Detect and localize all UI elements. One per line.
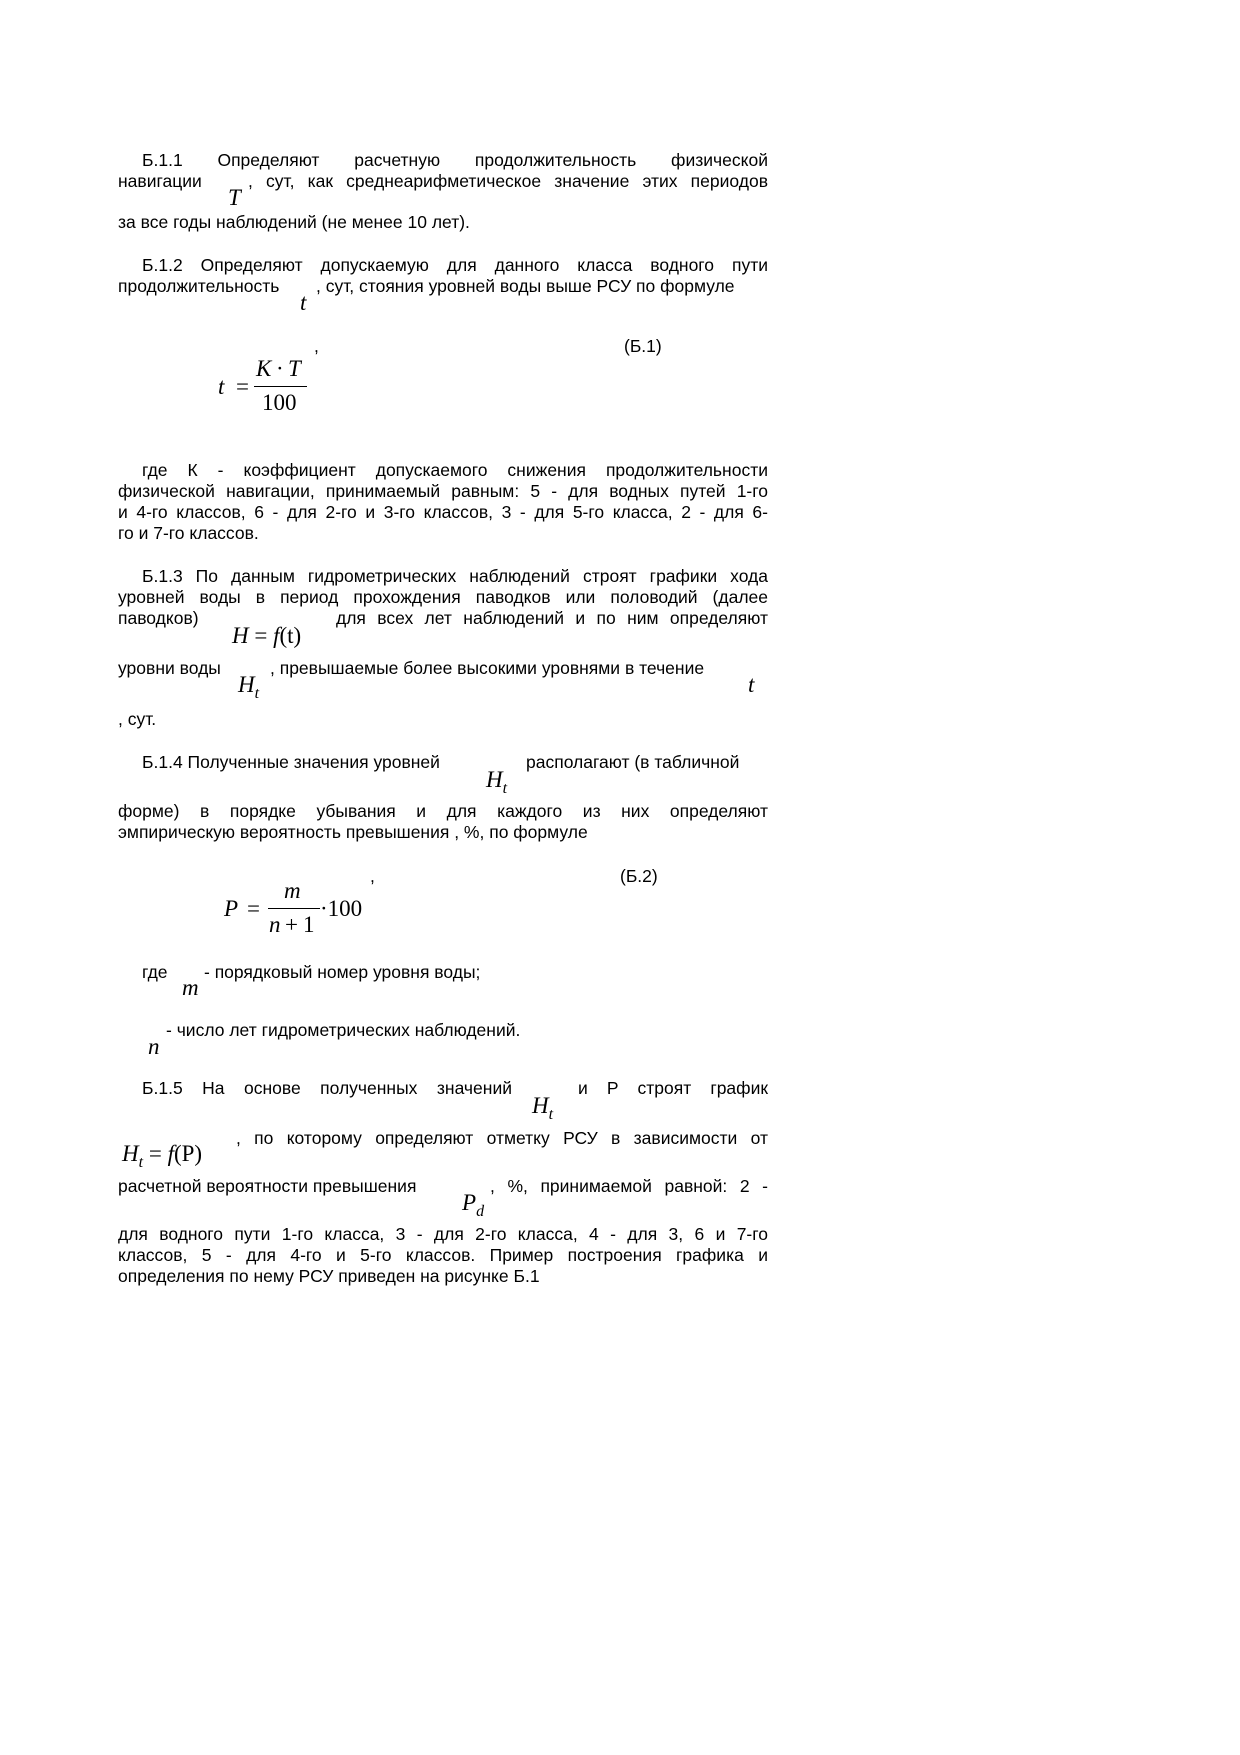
p4-line-4a: уровни воды xyxy=(118,658,221,678)
p1-line-2b: , сут, как среднеарифметическое значение этих периодов xyxy=(248,171,768,191)
p6-line-6: определения по нему РСУ приведен на рисунке Б.1 xyxy=(118,1266,540,1286)
eq1-number: (Б.1) xyxy=(624,336,662,356)
formula-f: f xyxy=(167,1141,174,1166)
p2-line-1: Б.1.2 Определяют допускаемую для данного класса водного пути xyxy=(142,255,768,275)
p6-line-4: для водного пути 1-го класса, 3 - для 2-го класса, 4 - для 3, 6 и 7-го xyxy=(118,1224,768,1244)
eq2-number: (Б.2) xyxy=(620,866,658,886)
eq2-den-n: n xyxy=(269,912,281,937)
formula-f: f xyxy=(273,623,280,648)
eq1-num-k: K xyxy=(256,356,272,381)
symbol-t-2: t xyxy=(748,672,755,697)
symbol-sub-d: d xyxy=(476,1203,485,1220)
eq2-numerator: m xyxy=(284,878,301,903)
symbol-sub-t: t xyxy=(502,780,508,797)
p6-line-5: классов, 5 - для 4-го и 5-го классов. Пример построения графика и xyxy=(118,1245,768,1265)
p4-line-3a: паводков) xyxy=(118,608,199,628)
p5-line-2: форме) в порядке убывания и для каждого из них определяют xyxy=(118,801,768,821)
eq1-num-t: T xyxy=(288,356,301,381)
symbol-m: m xyxy=(182,975,199,1000)
p4-line-4b: , превышаемые более высокими уровнями в течение xyxy=(270,658,705,678)
p1-line-3: за все годы наблюдений (не менее 10 лет). xyxy=(118,212,470,232)
formula-h: H xyxy=(122,1141,139,1166)
formula-h-of-t xyxy=(232,623,301,649)
formula-eq: = xyxy=(254,623,268,648)
eq1-lhs: t xyxy=(218,374,225,399)
p1-line-2a: навигации xyxy=(118,171,202,191)
p6-line-2: , по которому определяют отметку РСУ в зависимости от xyxy=(236,1128,768,1148)
symbol-sub-t: t xyxy=(254,685,260,702)
eq2-fraction-bar xyxy=(268,908,320,909)
p4-line-5: , сут. xyxy=(118,709,157,729)
formula-eq: = xyxy=(148,1141,162,1166)
p5-line-1a: Б.1.4 Полученные значения уровней xyxy=(142,752,440,772)
eq1-comma: , xyxy=(314,336,319,356)
eq1-denominator: 100 xyxy=(262,390,297,415)
symbol-t: t xyxy=(300,290,307,315)
p6-line-1b: и Р строят график xyxy=(578,1078,768,1098)
formula-arg: (P) xyxy=(173,1141,203,1166)
symbol-h-t-3 xyxy=(532,1093,553,1122)
p3-line-4: го и 7-го классов. xyxy=(118,523,259,543)
symbol-n: n xyxy=(148,1034,160,1059)
symbol-h-t-2 xyxy=(486,767,507,796)
where-n-text: - число лет гидрометрических наблюдений. xyxy=(166,1020,521,1040)
p1-line-1: Б.1.1 Определяют расчетную продолжительность физической xyxy=(142,150,768,170)
eq1-num-dot: · xyxy=(276,356,284,381)
p5-line-3: эмпирическую вероятность превышения , %, по формуле xyxy=(118,822,588,842)
p2-line-2a: продолжительность xyxy=(118,276,280,296)
p3-line-1: где К - коэффициент допускаемого снижения продолжительности xyxy=(142,460,768,480)
formula-arg: (t) xyxy=(279,623,302,648)
p6-line-1a: Б.1.5 На основе полученных значений xyxy=(142,1078,512,1098)
eq2-lhs: P xyxy=(224,896,239,921)
symbol-h-t-1 xyxy=(238,672,259,701)
eq2-tail: ·100 xyxy=(320,896,363,921)
p4-line-3b: для всех лет наблюдений и по ним определяют xyxy=(336,608,768,628)
p2-line-2b: , сут, стояния уровней воды выше РСУ по формуле xyxy=(316,276,735,296)
eq2-comma: , xyxy=(370,866,375,886)
eq2-equals: = xyxy=(247,896,260,921)
p4-line-1: Б.1.3 По данным гидрометрических наблюдений строят графики хода xyxy=(142,566,768,586)
symbol-h: H xyxy=(486,767,503,792)
symbol-h: H xyxy=(532,1093,549,1118)
eq2-den-one: 1 xyxy=(303,912,315,937)
symbol-sub-t: t xyxy=(548,1106,554,1123)
p3-line-3: и 4-го классов, 6 - для 2-го и 3-го классов, 3 - для 5-го класса, 2 - для 6- xyxy=(118,502,768,522)
formula-ht-of-p xyxy=(122,1141,202,1170)
p5-line-1b: располагают (в табличной xyxy=(526,752,740,772)
formula-sub-t: t xyxy=(138,1154,144,1171)
where-gde: где xyxy=(142,962,168,982)
eq1-equals: = xyxy=(236,374,249,399)
symbol-p: P xyxy=(462,1190,477,1215)
where-m-text: - порядковый номер уровня воды; xyxy=(204,962,481,982)
eq2-den-plus: + xyxy=(285,912,298,937)
formula-h: H xyxy=(232,623,249,648)
symbol-pd xyxy=(462,1190,484,1219)
p6-line-3a: расчетной вероятности превышения xyxy=(118,1176,417,1196)
p6-line-3b: , %, принимаемой равной: 2 - xyxy=(490,1176,768,1196)
p3-line-2: физической навигации, принимаемый равным: 5 - для водных путей 1-го xyxy=(118,481,768,501)
p4-line-2: уровней воды в период прохождения паводков или половодий (далее xyxy=(118,587,768,607)
eq1-fraction-bar xyxy=(254,386,307,387)
symbol-T: T xyxy=(228,185,241,210)
symbol-h: H xyxy=(238,672,255,697)
